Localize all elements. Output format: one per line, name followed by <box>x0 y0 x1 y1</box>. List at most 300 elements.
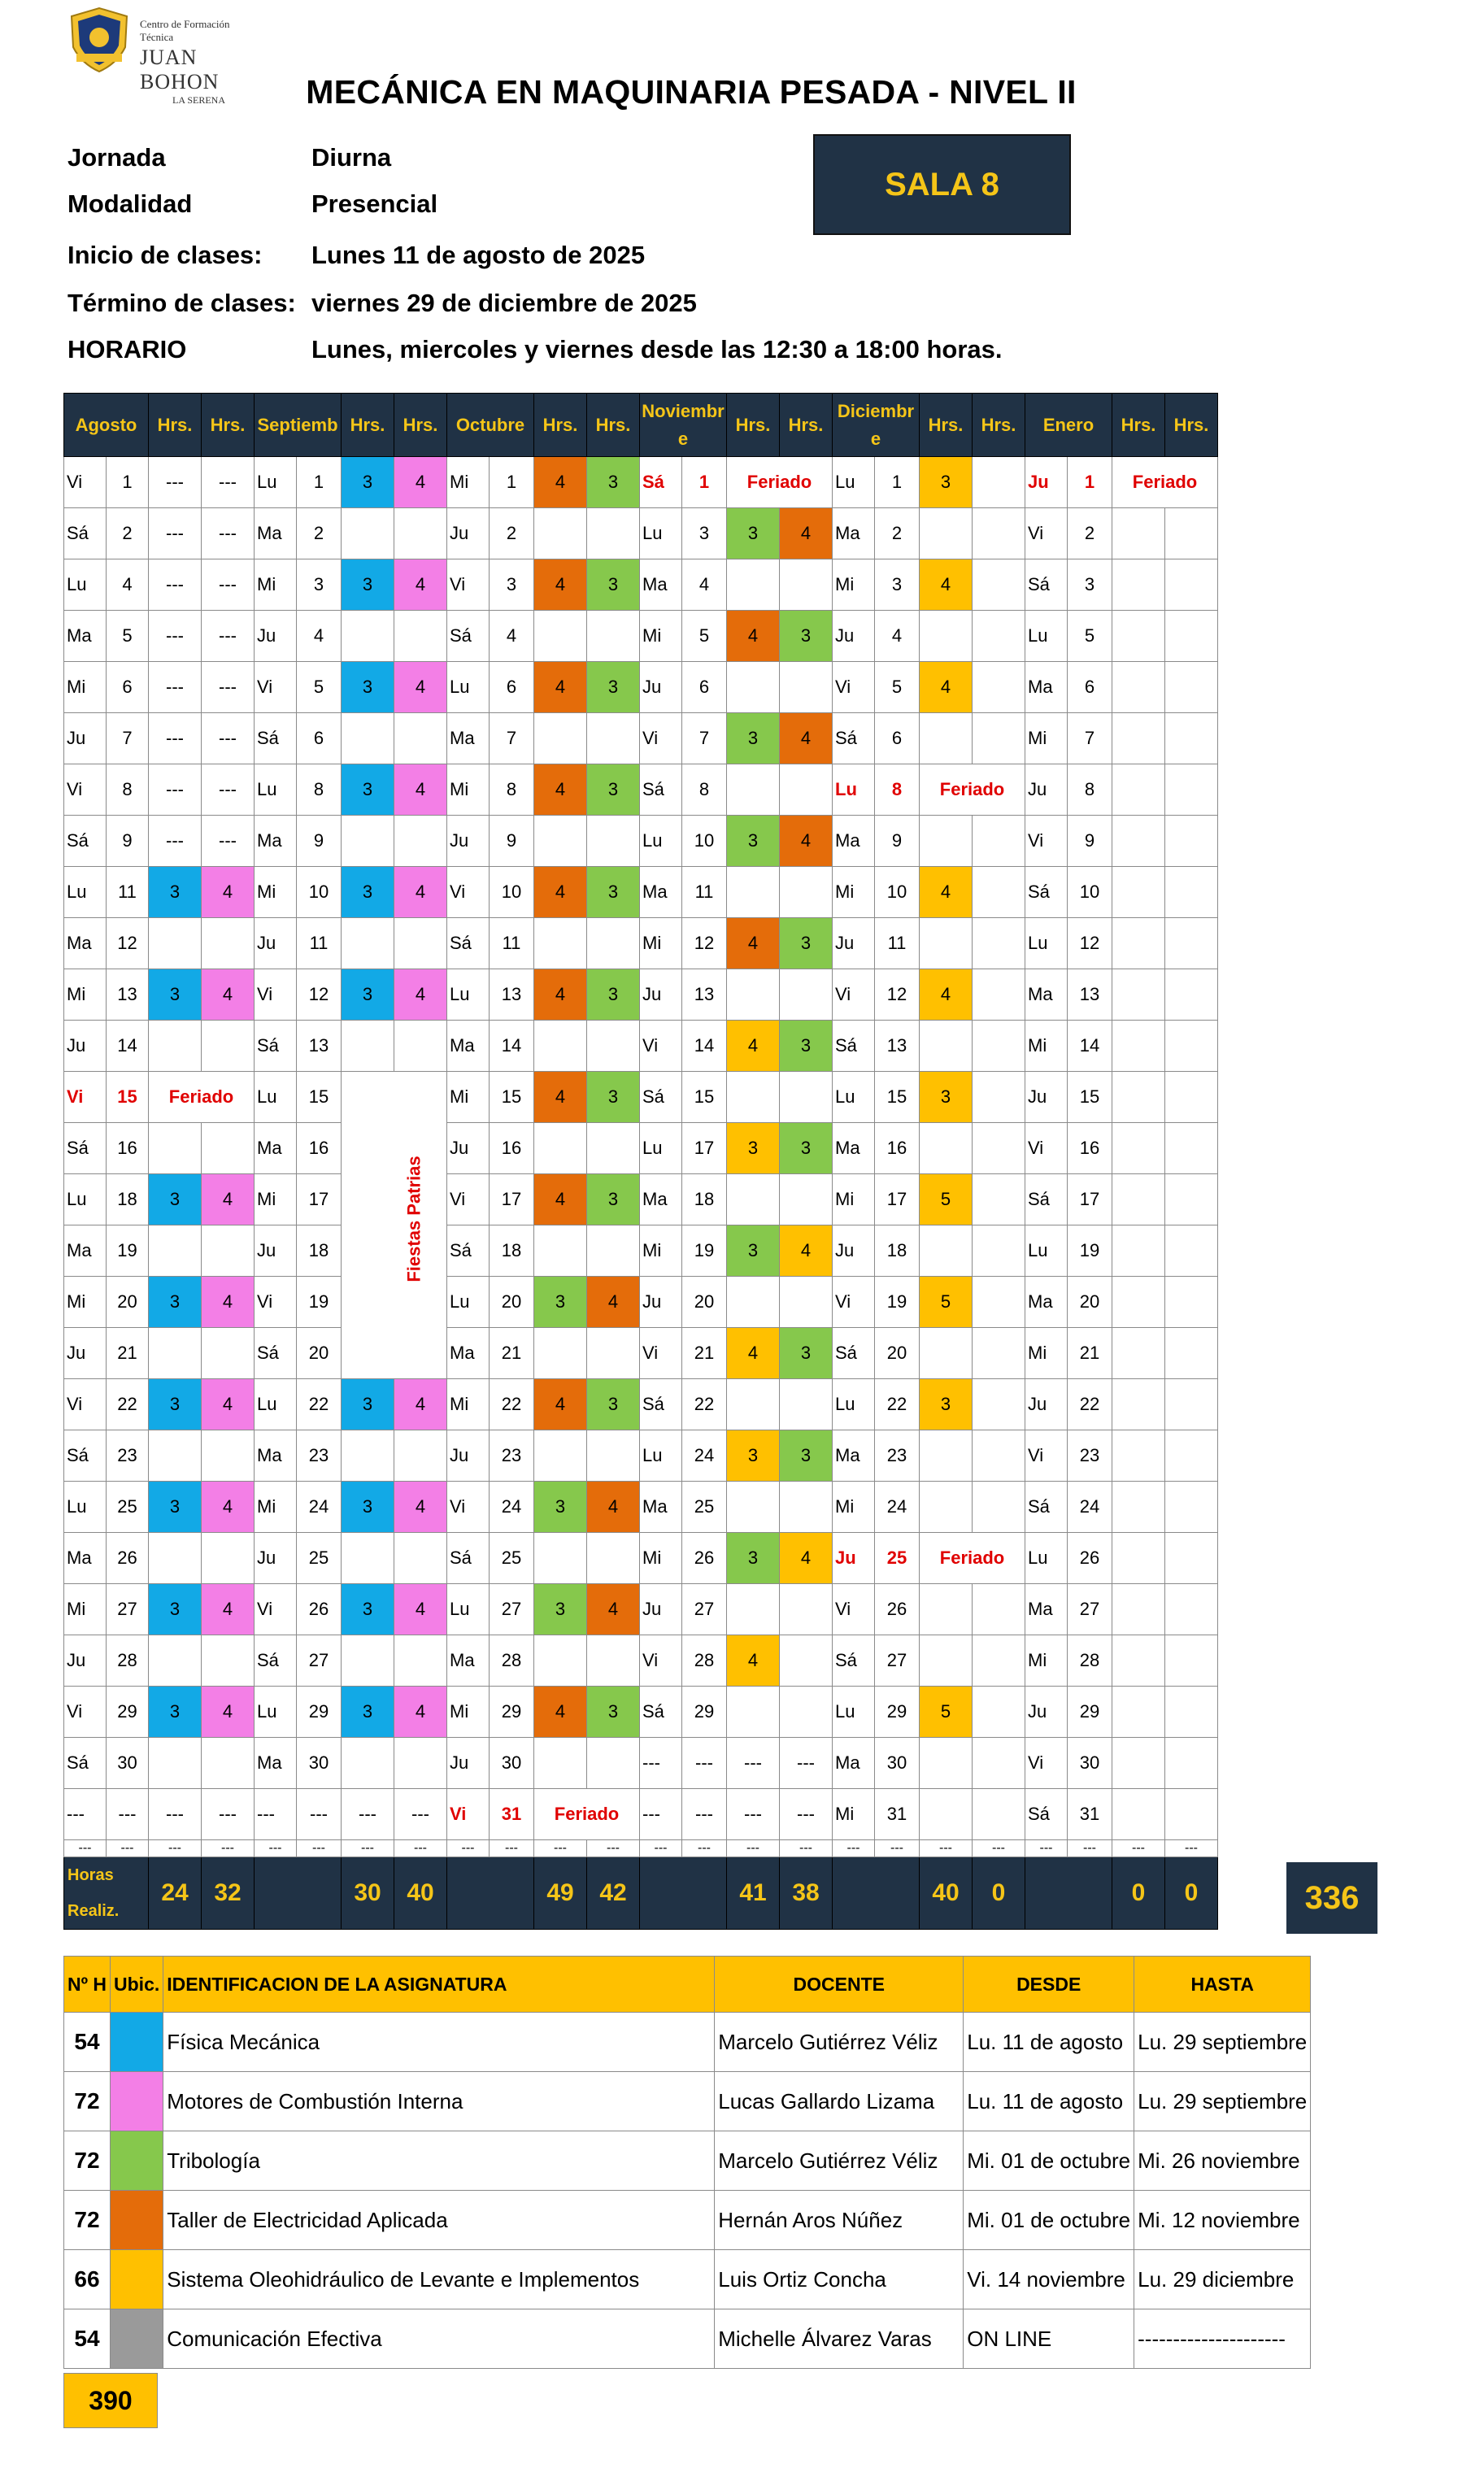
hours-cell <box>1112 1533 1165 1584</box>
day-number: 8 <box>682 764 727 816</box>
hours-cell: 3 <box>920 457 973 508</box>
calendar-row <box>64 662 1218 713</box>
dash-cell: --- <box>1165 1840 1218 1857</box>
day-name: Vi <box>255 969 297 1021</box>
month-total-hours: 0 <box>1112 1857 1165 1930</box>
hours-cell: 3 <box>342 457 394 508</box>
hours-cell: 3 <box>149 1379 202 1430</box>
hours-cell <box>780 764 833 816</box>
hours-cell <box>1165 1123 1218 1174</box>
dash-cell: --- <box>1068 1840 1112 1857</box>
subject-teacher: Hernán Aros Núñez <box>715 2191 964 2250</box>
day-number: 4 <box>682 559 727 611</box>
calendar-row <box>64 1123 1218 1174</box>
hours-cell <box>1165 713 1218 764</box>
day-name: Mi <box>255 1174 297 1225</box>
hours-cell: 3 <box>342 1379 394 1430</box>
day-name: Ma <box>64 918 107 969</box>
hours-cell: --- <box>149 713 202 764</box>
day-name: Ju <box>1025 764 1068 816</box>
hours-cell: 3 <box>587 1379 640 1430</box>
day-name: Lu <box>1025 611 1068 662</box>
day-name: Sá <box>447 1533 490 1584</box>
day-number: 23 <box>107 1430 149 1482</box>
subject-from: Lu. 11 de agosto <box>964 2013 1134 2072</box>
day-number: 9 <box>875 816 920 867</box>
subject-to: Mi. 12 noviembre <box>1134 2191 1311 2250</box>
hours-cell: 3 <box>587 969 640 1021</box>
subject-hours: 66 <box>64 2250 111 2309</box>
hours-cell: 3 <box>342 1687 394 1738</box>
hours-cell <box>727 662 780 713</box>
day-name: Ma <box>1025 969 1068 1021</box>
day-number: 30 <box>490 1738 534 1789</box>
hours-cell <box>587 713 640 764</box>
subject-to: Lu. 29 septiembre <box>1134 2013 1311 2072</box>
dash-cell: --- <box>920 1840 973 1857</box>
hours-cell <box>534 1430 587 1482</box>
day-number: 26 <box>297 1584 342 1635</box>
hours-cell: 3 <box>727 508 780 559</box>
day-name: Sá <box>447 1225 490 1277</box>
hours-cell: 3 <box>149 1277 202 1328</box>
hours-cell: 4 <box>780 508 833 559</box>
day-name: Sá <box>640 457 682 508</box>
subject-hours: 54 <box>64 2013 111 2072</box>
day-name: Ma <box>255 1430 297 1482</box>
day-name: Mi <box>447 457 490 508</box>
hours-cell <box>1165 1584 1218 1635</box>
hours-cell <box>780 969 833 1021</box>
hours-cell: 3 <box>149 1482 202 1533</box>
day-number: 30 <box>1068 1738 1112 1789</box>
day-name: Ma <box>255 1123 297 1174</box>
hours-header: Hrs. <box>920 394 973 457</box>
month-header: Septiemb <box>255 394 342 457</box>
hours-cell <box>534 1533 587 1584</box>
hours-cell: --- <box>727 1738 780 1789</box>
hours-cell <box>1165 1328 1218 1379</box>
subject-row <box>64 2309 1311 2369</box>
hours-cell <box>780 1277 833 1328</box>
subject-from: Mi. 01 de octubre <box>964 2131 1134 2191</box>
day-name: Vi <box>64 1379 107 1430</box>
hours-cell: 3 <box>920 1072 973 1123</box>
day-number: 2 <box>1068 508 1112 559</box>
hours-cell: 4 <box>534 1379 587 1430</box>
day-name: Vi <box>833 1584 875 1635</box>
hours-cell: 4 <box>202 1277 255 1328</box>
month-header: Agosto <box>64 394 149 457</box>
hours-cell <box>727 1687 780 1738</box>
day-number: 15 <box>875 1072 920 1123</box>
day-number: 26 <box>1068 1533 1112 1584</box>
hours-cell <box>342 1021 394 1072</box>
month-total-hours: 0 <box>1165 1857 1218 1930</box>
hours-cell <box>780 1687 833 1738</box>
hours-cell: 3 <box>534 1584 587 1635</box>
hours-cell: 3 <box>342 764 394 816</box>
day-name: --- <box>64 1789 107 1840</box>
day-name: Ju <box>640 969 682 1021</box>
hours-cell <box>342 918 394 969</box>
day-name: Sá <box>640 764 682 816</box>
day-number: 22 <box>1068 1379 1112 1430</box>
hours-cell <box>534 918 587 969</box>
hours-cell <box>1165 1635 1218 1687</box>
day-number: 27 <box>875 1635 920 1687</box>
day-number: 27 <box>682 1584 727 1635</box>
page-title: MECÁNICA EN MAQUINARIA PESADA - NIVEL II <box>306 73 1077 111</box>
dash-cell: --- <box>342 1840 394 1857</box>
info-value: Lunes 11 de agosto de 2025 <box>311 241 646 269</box>
hours-cell <box>1112 1379 1165 1430</box>
day-number: 4 <box>297 611 342 662</box>
hours-cell: 4 <box>534 1174 587 1225</box>
hours-cell: 3 <box>920 1379 973 1430</box>
totals-label <box>833 1857 920 1930</box>
hours-cell <box>973 1482 1025 1533</box>
dash-cell: --- <box>64 1840 107 1857</box>
day-name: Ma <box>64 1533 107 1584</box>
hours-cell <box>1165 559 1218 611</box>
hours-cell <box>1112 1328 1165 1379</box>
day-number: 18 <box>107 1174 149 1225</box>
hours-cell <box>1112 1789 1165 1840</box>
day-name: Vi <box>255 1584 297 1635</box>
logo <box>67 5 254 106</box>
day-name: Lu <box>255 764 297 816</box>
month-total-hours: 42 <box>587 1857 640 1930</box>
hours-cell <box>149 1430 202 1482</box>
day-name: Lu <box>64 559 107 611</box>
day-number: 29 <box>875 1687 920 1738</box>
hours-cell: 4 <box>394 1687 447 1738</box>
day-number: 28 <box>490 1635 534 1687</box>
col-subject: IDENTIFICACION DE LA ASIGNATURA <box>163 1957 715 2013</box>
day-number: 29 <box>1068 1687 1112 1738</box>
hours-cell <box>973 1635 1025 1687</box>
hours-cell <box>1165 508 1218 559</box>
hours-cell <box>1165 662 1218 713</box>
hours-cell: 3 <box>342 1482 394 1533</box>
day-number: 17 <box>297 1174 342 1225</box>
hours-cell <box>1165 969 1218 1021</box>
hours-cell <box>973 969 1025 1021</box>
hours-cell <box>1112 713 1165 764</box>
day-number: 19 <box>297 1277 342 1328</box>
day-number: 28 <box>682 1635 727 1687</box>
day-number: 20 <box>297 1328 342 1379</box>
crest-icon <box>67 5 132 75</box>
hours-cell <box>727 1482 780 1533</box>
day-number: 10 <box>490 867 534 918</box>
hours-cell: 4 <box>780 1533 833 1584</box>
hours-cell: 4 <box>780 713 833 764</box>
day-name: Ju <box>640 662 682 713</box>
day-number: 6 <box>682 662 727 713</box>
hours-cell: --- <box>202 764 255 816</box>
day-name: Vi <box>64 764 107 816</box>
hours-cell: 4 <box>727 1635 780 1687</box>
hours-cell <box>1165 918 1218 969</box>
day-name: Sá <box>640 1072 682 1123</box>
hours-cell <box>920 1123 973 1174</box>
day-name: Lu <box>1025 918 1068 969</box>
month-header: Enero <box>1025 394 1112 457</box>
hours-cell <box>1112 1277 1165 1328</box>
day-number: 17 <box>490 1174 534 1225</box>
day-name: Ju <box>255 918 297 969</box>
day-number: 7 <box>1068 713 1112 764</box>
hours-cell <box>920 1328 973 1379</box>
hours-cell <box>1165 1533 1218 1584</box>
subject-row <box>64 2013 1311 2072</box>
day-name: Ju <box>640 1277 682 1328</box>
holiday-label: Feriado <box>920 1533 1025 1584</box>
hours-cell: --- <box>149 662 202 713</box>
day-name: Mi <box>64 1277 107 1328</box>
hours-cell <box>727 1072 780 1123</box>
hours-cell <box>920 1225 973 1277</box>
info-row <box>67 335 1003 364</box>
day-name: Ma <box>255 816 297 867</box>
hours-header: Hrs. <box>780 394 833 457</box>
calendar-row <box>64 1789 1218 1840</box>
hours-cell: --- <box>202 816 255 867</box>
day-number: 11 <box>682 867 727 918</box>
hours-cell: 3 <box>780 1328 833 1379</box>
hours-cell <box>727 559 780 611</box>
hours-cell <box>920 1430 973 1482</box>
dash-cell: --- <box>833 1840 875 1857</box>
day-name: Ma <box>447 1021 490 1072</box>
hours-cell: 3 <box>587 1072 640 1123</box>
subject-hours: 72 <box>64 2131 111 2191</box>
day-number: 29 <box>107 1687 149 1738</box>
hours-cell <box>973 1687 1025 1738</box>
hours-cell <box>534 1021 587 1072</box>
hours-cell <box>920 1789 973 1840</box>
day-name: Mi <box>640 1533 682 1584</box>
hours-cell <box>727 1584 780 1635</box>
hours-cell <box>534 1123 587 1174</box>
day-number: 11 <box>875 918 920 969</box>
day-name: Ma <box>640 1482 682 1533</box>
day-number: 26 <box>107 1533 149 1584</box>
calendar-header <box>64 394 1218 457</box>
hours-cell <box>1165 1482 1218 1533</box>
calendar-row <box>64 1379 1218 1430</box>
dash-cell: --- <box>727 1840 780 1857</box>
day-name: Mi <box>64 662 107 713</box>
hours-cell: 4 <box>202 867 255 918</box>
day-name: Ma <box>833 508 875 559</box>
day-name: Sá <box>1025 559 1068 611</box>
hours-cell: 3 <box>534 1482 587 1533</box>
hours-cell: --- <box>149 559 202 611</box>
hours-cell <box>1112 611 1165 662</box>
day-number: 5 <box>107 611 149 662</box>
hours-cell <box>587 1430 640 1482</box>
day-number: 6 <box>875 713 920 764</box>
day-name: Sá <box>255 1635 297 1687</box>
hours-cell: 3 <box>780 1430 833 1482</box>
hours-cell: 4 <box>920 662 973 713</box>
hours-cell <box>780 662 833 713</box>
day-number: 15 <box>107 1072 149 1123</box>
subject-name: Sistema Oleohidráulico de Levante e Implementos <box>163 2250 715 2309</box>
month-total-hours: 40 <box>394 1857 447 1930</box>
subject-color-swatch <box>111 2013 163 2072</box>
hours-cell: 3 <box>780 1123 833 1174</box>
fiestas-patrias-block <box>358 1065 472 1373</box>
hours-cell <box>1112 662 1165 713</box>
day-name: Lu <box>1025 1225 1068 1277</box>
hours-cell <box>1112 764 1165 816</box>
calendar-row <box>64 1430 1218 1482</box>
hours-cell <box>1165 1174 1218 1225</box>
info-value: Presencial <box>311 189 438 218</box>
hours-cell <box>534 1635 587 1687</box>
hours-cell <box>587 1533 640 1584</box>
day-name: Lu <box>255 1379 297 1430</box>
day-number: 13 <box>107 969 149 1021</box>
month-header: Noviembre <box>640 394 727 457</box>
hours-cell <box>1165 1277 1218 1328</box>
hours-cell <box>1165 1379 1218 1430</box>
month-total-hours: 41 <box>727 1857 780 1930</box>
hours-cell <box>202 1738 255 1789</box>
day-name: Ju <box>447 816 490 867</box>
day-name: Ma <box>833 1430 875 1482</box>
day-name: Sá <box>1025 1174 1068 1225</box>
calendar-row <box>64 1277 1218 1328</box>
day-name: Lu <box>64 1482 107 1533</box>
day-number: 1 <box>297 457 342 508</box>
hours-cell <box>1112 918 1165 969</box>
hours-cell: 3 <box>587 457 640 508</box>
day-number: 13 <box>1068 969 1112 1021</box>
day-number: 9 <box>490 816 534 867</box>
hours-cell: 4 <box>394 559 447 611</box>
hours-cell <box>973 1123 1025 1174</box>
day-number: 11 <box>297 918 342 969</box>
day-name: Vi <box>833 662 875 713</box>
day-name: Vi <box>1025 1430 1068 1482</box>
day-number: 30 <box>297 1738 342 1789</box>
day-number: 6 <box>1068 662 1112 713</box>
day-number: 5 <box>1068 611 1112 662</box>
day-name: Ju <box>255 1533 297 1584</box>
day-number: 26 <box>875 1584 920 1635</box>
day-name: Ma <box>1025 1584 1068 1635</box>
hours-header: Hrs. <box>342 394 394 457</box>
hours-cell <box>587 1738 640 1789</box>
hours-cell <box>394 1430 447 1482</box>
day-name: Sá <box>255 713 297 764</box>
dash-cell: --- <box>297 1840 342 1857</box>
hours-cell: 3 <box>727 816 780 867</box>
hours-cell: --- <box>780 1789 833 1840</box>
day-name: Sá <box>447 611 490 662</box>
totals-label-line: Horas <box>67 1866 114 1884</box>
hours-cell <box>342 816 394 867</box>
day-number: 5 <box>875 662 920 713</box>
day-number: 22 <box>297 1379 342 1430</box>
month-header: Diciembre <box>833 394 920 457</box>
hours-cell <box>1112 1584 1165 1635</box>
hours-cell <box>973 816 1025 867</box>
day-number: 21 <box>682 1328 727 1379</box>
day-number: 22 <box>490 1379 534 1430</box>
day-number: 16 <box>875 1123 920 1174</box>
subject-color-swatch <box>111 2191 163 2250</box>
day-number: 24 <box>297 1482 342 1533</box>
hours-cell: 4 <box>202 1174 255 1225</box>
hours-cell <box>1112 969 1165 1021</box>
day-name: Ju <box>833 1225 875 1277</box>
col-from: DESDE <box>964 1957 1134 2013</box>
day-number: 23 <box>1068 1430 1112 1482</box>
hours-cell: 4 <box>534 1687 587 1738</box>
hours-cell <box>394 1021 447 1072</box>
hours-cell: 3 <box>727 713 780 764</box>
day-name: Sá <box>1025 1789 1068 1840</box>
day-number: 7 <box>682 713 727 764</box>
day-name: Ma <box>64 611 107 662</box>
separator-row <box>64 1840 1218 1857</box>
hours-cell <box>973 508 1025 559</box>
day-number: 21 <box>107 1328 149 1379</box>
day-name: Ju <box>1025 1072 1068 1123</box>
day-number: 6 <box>107 662 149 713</box>
hours-cell <box>342 1533 394 1584</box>
hours-cell: --- <box>149 508 202 559</box>
hours-cell: 3 <box>587 867 640 918</box>
day-number: 5 <box>682 611 727 662</box>
subject-name: Taller de Electricidad Aplicada <box>163 2191 715 2250</box>
hours-cell <box>342 611 394 662</box>
hours-cell: 3 <box>342 867 394 918</box>
day-name: Mi <box>255 867 297 918</box>
hours-cell <box>1165 867 1218 918</box>
hours-header: Hrs. <box>1112 394 1165 457</box>
day-number: 9 <box>297 816 342 867</box>
hours-cell <box>920 508 973 559</box>
day-name: Sá <box>833 1635 875 1687</box>
calendar-row <box>64 918 1218 969</box>
day-name: Ju <box>255 1225 297 1277</box>
hours-cell <box>1112 1635 1165 1687</box>
hours-cell <box>920 816 973 867</box>
hours-cell: 3 <box>727 1123 780 1174</box>
hours-cell <box>587 1021 640 1072</box>
hours-cell <box>1112 1174 1165 1225</box>
day-number: 14 <box>682 1021 727 1072</box>
hours-cell: --- <box>149 457 202 508</box>
day-name: Ju <box>447 1738 490 1789</box>
hours-cell: --- <box>727 1789 780 1840</box>
day-number: 17 <box>1068 1174 1112 1225</box>
hours-cell <box>973 457 1025 508</box>
hours-cell <box>973 1225 1025 1277</box>
day-name: Lu <box>255 1072 297 1123</box>
calendar-row <box>64 1072 1218 1123</box>
hours-cell: 3 <box>342 969 394 1021</box>
hours-cell <box>202 1123 255 1174</box>
day-number: 1 <box>1068 457 1112 508</box>
